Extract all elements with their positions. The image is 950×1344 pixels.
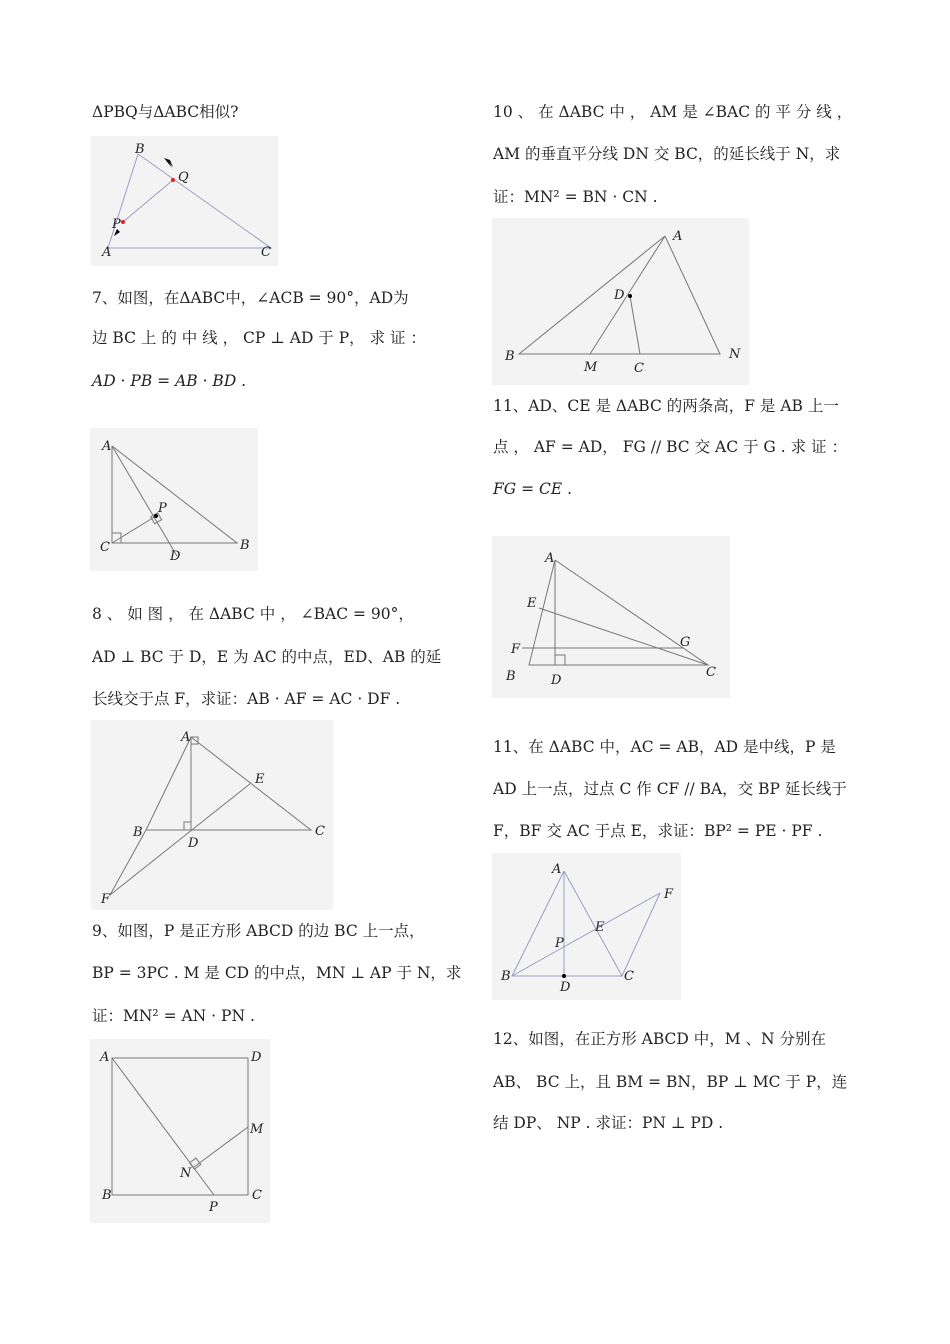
fig11a-label-b: B [506, 669, 516, 684]
fig7-label-d: D [170, 549, 181, 564]
p12-line3: 结 DP、 NP . 求证：PN ⊥ PD . [493, 1114, 724, 1132]
fig6-label-p: P [112, 217, 121, 232]
fig11a-label-g: G [680, 635, 691, 650]
p11a-line2: 点 ， AF = AD， FG // BC 交 AC 于 G . 求 证 ： [493, 438, 847, 456]
figure-8 [91, 720, 333, 910]
fig10-label-b: B [505, 349, 515, 364]
p8-line1: 8 、 如 图 ， 在 ΔABC 中 ， ∠BAC = 90°， [92, 605, 414, 623]
figure-7 [90, 428, 258, 571]
fig9-label-p: P [209, 1200, 218, 1215]
figure-11b [492, 853, 681, 1000]
figure-10 [492, 218, 749, 385]
fig9-label-d: D [251, 1050, 262, 1065]
fig11a-label-a: A [545, 551, 555, 566]
fig11b-label-c: C [624, 969, 634, 984]
p11a-line3: FG = CE . [493, 480, 573, 498]
fig10-label-m: M [584, 360, 598, 375]
p8-line2: AD ⊥ BC 于 D，E 为 AC 的中点，ED、AB 的延 [92, 648, 442, 666]
p9-line3: 证：MN² = AN · PN . [92, 1007, 255, 1025]
fig8-label-b: B [133, 825, 143, 840]
fig9-label-m: M [250, 1122, 264, 1137]
p11b-line1: 11、在 ΔABC 中，AC = AB，AD 是中线，P 是 [493, 738, 836, 756]
fig11b-label-e: E [595, 920, 605, 935]
fig11a-label-f: F [511, 642, 521, 657]
p11b-line2: AD 上一点，过点 C 作 CF // BA，交 BP 延长线于 [493, 780, 847, 798]
fig7-label-b: B [240, 538, 250, 553]
p12-line2: AB、 BC 上，且 BM = BN，BP ⊥ MC 于 P，连 [493, 1073, 848, 1091]
fig10-label-n: N [729, 347, 741, 362]
fig8-label-c: C [315, 824, 325, 839]
p9-line2: BP = 3PC . M 是 CD 的中点，MN ⊥ AP 于 N，求 [92, 964, 462, 982]
fig11b-label-b: B [501, 969, 511, 984]
fig11a-label-e: E [527, 596, 537, 611]
fig9-label-c: C [252, 1188, 262, 1203]
fig10-label-a: A [673, 229, 683, 244]
p6-tail-text: ΔPBQ与ΔABC相似? [92, 103, 239, 121]
fig7-label-p: P [158, 501, 167, 516]
p10-line1: 10 、 在 ΔABC 中 ， AM 是 ∠BAC 的 平 分 线 ， [493, 103, 853, 121]
fig6-label-b: B [135, 142, 145, 157]
p10-line3: 证：MN² = BN · CN . [493, 188, 658, 206]
fig8-label-a: A [181, 730, 191, 745]
fig6-label-c: C [261, 245, 271, 260]
fig8-label-e: E [255, 772, 265, 787]
fig11b-label-p: P [555, 936, 564, 951]
fig11b-label-d: D [560, 980, 571, 995]
p9-line1: 9、如图，P 是正方形 ABCD 的边 BC 上一点， [92, 922, 425, 940]
fig9-label-b: B [102, 1188, 112, 1203]
p12-line1: 12、如图，在正方形 ABCD 中，M 、N 分别在 [493, 1030, 827, 1048]
fig8-label-d: D [188, 836, 199, 851]
p7-line3: AD · PB = AB · BD . [92, 372, 247, 390]
fig11a-label-c: C [706, 665, 716, 680]
p8-line3: 长线交于点 F，求证：AB · AF = AC · DF . [92, 690, 401, 708]
p7-line1: 7、如图，在ΔABC中，∠ACB = 90°，AD为 [92, 289, 409, 307]
p10-line2: AM 的垂直平分线 DN 交 BC，的延长线于 N，求 [493, 145, 841, 163]
fig7-label-c: C [100, 540, 110, 555]
fig6-label-a: A [102, 245, 112, 260]
figure-11a [492, 536, 730, 698]
fig10-label-d: D [614, 288, 625, 303]
fig10-label-c: C [634, 361, 644, 376]
fig7-label-a: A [102, 439, 112, 454]
p7-line2: 边 BC 上 的 中 线 ， CP ⊥ AD 于 P， 求 证 ： [92, 329, 426, 347]
fig8-label-f: F [101, 892, 111, 907]
figure-9 [90, 1039, 270, 1223]
fig9-label-a: A [100, 1050, 110, 1065]
fig11b-label-a: A [552, 862, 562, 877]
fig11a-label-d: D [551, 673, 562, 688]
fig11b-label-f: F [664, 887, 674, 902]
fig6-label-q: Q [178, 170, 189, 185]
figure-6 [91, 136, 278, 266]
p11b-line3: F，BF 交 AC 于点 E，求证：BP² = PE · PF . [493, 822, 823, 840]
p11a-line1: 11、AD、CE 是 ΔABC 的两条高，F 是 AB 上一 [493, 397, 839, 415]
fig9-label-n: N [180, 1166, 192, 1181]
